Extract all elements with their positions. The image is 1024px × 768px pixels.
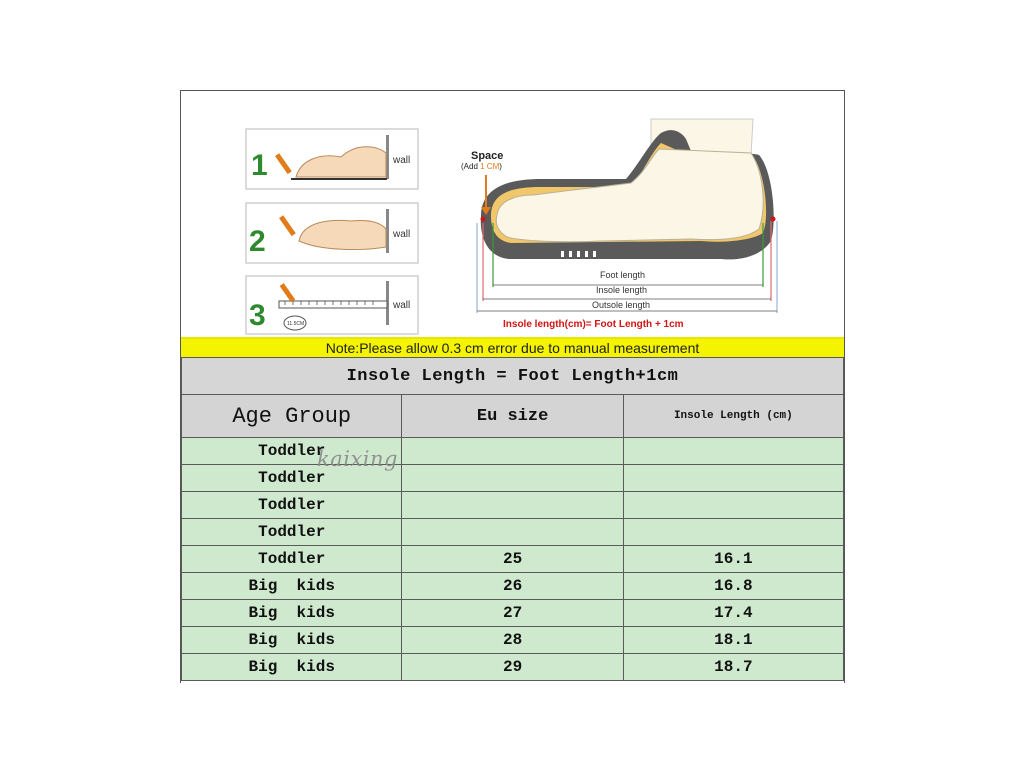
step-3-number: 3 — [249, 299, 266, 332]
table-row — [182, 573, 844, 600]
age-cell: Toddler — [182, 438, 402, 465]
step-1-number: 1 — [251, 149, 268, 182]
space-add-note: (Add 1 CM) — [461, 162, 502, 171]
outsole-length-label: Outsole length — [592, 300, 651, 310]
table-title-row — [182, 358, 844, 395]
table-row — [182, 465, 844, 492]
eu-cell: 29 — [402, 654, 623, 681]
measurement-note: Note:Please allow 0.3 cm error due to manual measurement — [181, 337, 844, 357]
eu-cell: 28 — [402, 627, 623, 654]
measurement-illustration — [181, 91, 844, 337]
insole-cell — [623, 492, 843, 519]
insole-cell: 17.4 — [623, 600, 843, 627]
table-row — [182, 600, 844, 627]
eu-cell: 25 — [402, 546, 623, 573]
header-eu-size: Eu size — [402, 395, 623, 438]
age-cell: Big kids — [182, 600, 402, 627]
size-chart-sheet — [180, 90, 845, 683]
table-row — [182, 654, 844, 681]
insole-cell: 18.1 — [623, 627, 843, 654]
step-2-wall-label: wall — [393, 229, 411, 240]
age-cell: Big kids — [182, 573, 402, 600]
insole-cell: 16.1 — [623, 546, 843, 573]
insole-cell: 18.7 — [623, 654, 843, 681]
space-label: Space — [471, 150, 504, 162]
step-2-number: 2 — [249, 225, 266, 258]
step-3-card — [246, 276, 418, 334]
table-row — [182, 519, 844, 546]
size-table — [181, 357, 844, 681]
age-cell: Big kids — [182, 627, 402, 654]
header-age-group: Age Group — [182, 395, 402, 438]
step-1-wall-label: wall — [393, 155, 411, 166]
table-title: Insole Length = Foot Length+1cm — [182, 358, 844, 395]
eu-cell: 27 — [402, 600, 623, 627]
age-cell: Toddler — [182, 465, 402, 492]
header-insole-length: Insole Length (cm) — [623, 395, 843, 438]
eu-cell — [402, 465, 623, 492]
age-cell: Toddler — [182, 519, 402, 546]
step-2-card — [246, 203, 418, 263]
insole-cell — [623, 519, 843, 546]
eu-cell — [402, 492, 623, 519]
step-3-ruler-badge: 11.5CM — [287, 321, 305, 327]
insole-length-label: Insole length — [596, 285, 648, 295]
age-cell: Toddler — [182, 546, 402, 573]
age-cell: Big kids — [182, 654, 402, 681]
watermark: kaixing — [317, 447, 398, 471]
eu-cell — [402, 519, 623, 546]
table-row — [182, 546, 844, 573]
insole-cell: 16.8 — [623, 573, 843, 600]
shoe-diagram — [461, 119, 777, 330]
insole-cell — [623, 465, 843, 492]
foot-length-label: Foot length — [600, 270, 646, 280]
step-3-wall-label: wall — [393, 300, 411, 311]
step-1-card — [246, 129, 418, 189]
insole-formula: Insole length(cm)= Foot Length + 1cm — [503, 319, 684, 330]
age-cell: Toddler — [182, 492, 402, 519]
insole-cell — [623, 438, 843, 465]
eu-cell — [402, 438, 623, 465]
eu-cell: 26 — [402, 573, 623, 600]
table-header-row — [182, 395, 844, 438]
table-row — [182, 627, 844, 654]
table-row — [182, 438, 844, 465]
table-row — [182, 492, 844, 519]
